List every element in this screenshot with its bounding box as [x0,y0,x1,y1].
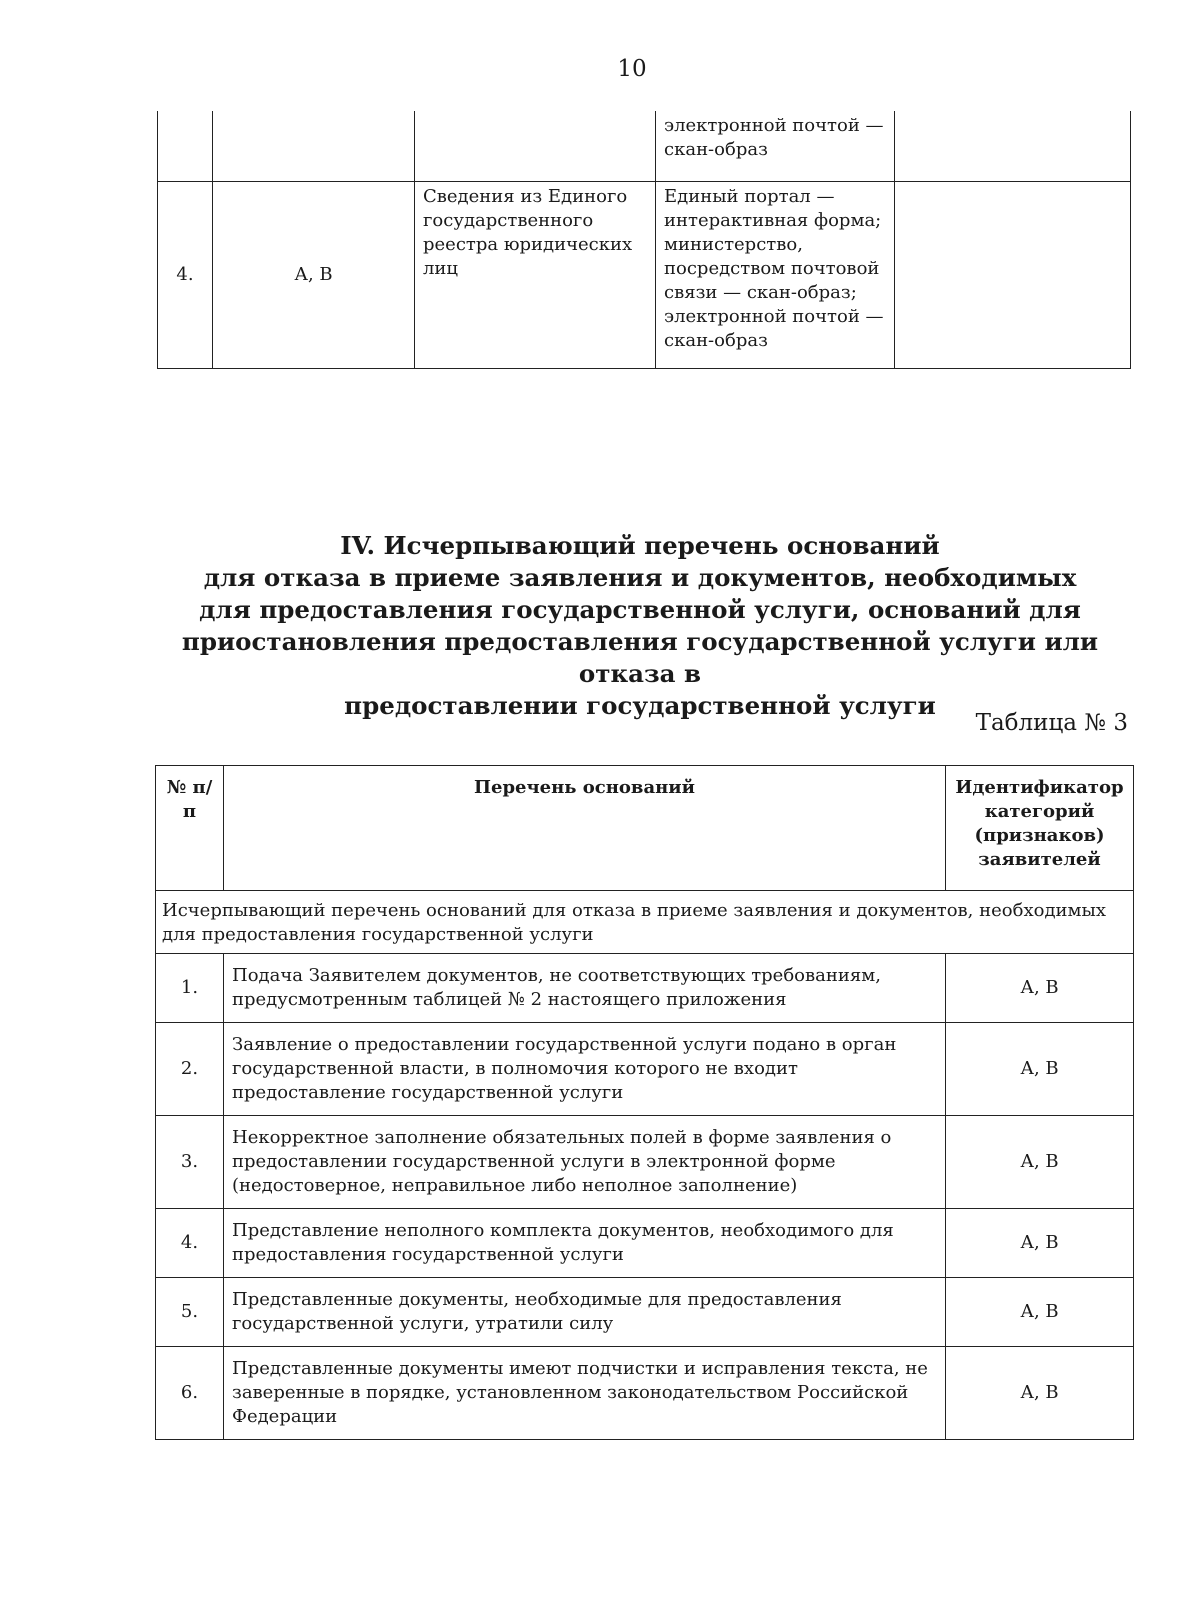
reason-text: Представленные документы, необходимые для предоставления государственной услуги, утратили силу [224,1278,946,1347]
documents-table-continuation [157,111,1131,369]
row-number: 5. [156,1278,224,1347]
reason-text: Заявление о предоставлении государственной услуги подано в орган государственной власти, в полномочия которого не входит предоставление государственной услуги [224,1023,946,1116]
group-title: Исчерпывающий перечень оснований для отказа в приеме заявления и документов, необходимых для предоставления государственной услуги [156,891,1134,954]
document-name: Сведения из Единого государственного реестра юридических лиц [415,182,656,369]
refusal-reasons-table [155,765,1134,1440]
table-cell [895,111,1131,182]
header-ids: Идентификатор категорий (признаков) заявителей [946,766,1134,891]
applicant-ids: А, В [946,1209,1134,1278]
table-row [156,1209,1134,1278]
table-cell [213,111,415,182]
applicant-ids: А, В [213,182,415,369]
reason-text: Подача Заявителем документов, не соответствующих требованиям, предусмотренным таблицей № 2 настоящего приложения [224,954,946,1023]
table-row [156,1347,1134,1440]
table-row [158,111,1131,182]
row-number: 6. [156,1347,224,1440]
section-title: IV. Исчерпывающий перечень оснований для отказа в приеме заявления и документов, необходимых для предоставления государственной услуги, оснований для приостановления предоставления государственной услуги или отказа в предоставлении государственной услуги [181,531,1099,720]
table-cell [415,111,656,182]
reason-text: Некорректное заполнение обязательных полей в форме заявления о предоставлении государственной услуги в электронной форме (недостоверное, неправильное либо неполное заполнение) [224,1116,946,1209]
header-num: № п/п [156,766,224,891]
reason-text: Представление неполного комплекта документов, необходимого для предоставления государственной услуги [224,1209,946,1278]
table-row [156,1278,1134,1347]
row-number: 4. [156,1209,224,1278]
table-cell [895,182,1131,369]
page-number: 10 [617,56,647,82]
reason-text: Представленные документы имеют подчистки и исправления текста, не заверенные в порядке, установленном законодательством Российской Федерации [224,1347,946,1440]
applicant-ids: А, В [946,1116,1134,1209]
applicant-ids: А, В [946,1278,1134,1347]
row-number: 1. [156,954,224,1023]
header-reasons: Перечень оснований [224,766,946,891]
table-row [156,1023,1134,1116]
group-row [156,891,1134,954]
applicant-ids: А, В [946,954,1134,1023]
row-number: 3. [156,1116,224,1209]
table-row [156,954,1134,1023]
table-cell [158,111,213,182]
applicant-ids: А, В [946,1023,1134,1116]
table-header-row [156,766,1134,891]
submission-methods: Единый портал — интерактивная форма; министерство, посредством почтовой связи — скан-образ; электронной почтой — скан-образ [656,182,895,369]
applicant-ids: А, В [946,1347,1134,1440]
table-row [156,1116,1134,1209]
table-cell: электронной почтой — скан-образ [656,111,895,182]
row-number: 2. [156,1023,224,1116]
table-row [158,182,1131,369]
table-caption: Таблица № 3 [975,710,1128,736]
row-number: 4. [158,182,213,369]
